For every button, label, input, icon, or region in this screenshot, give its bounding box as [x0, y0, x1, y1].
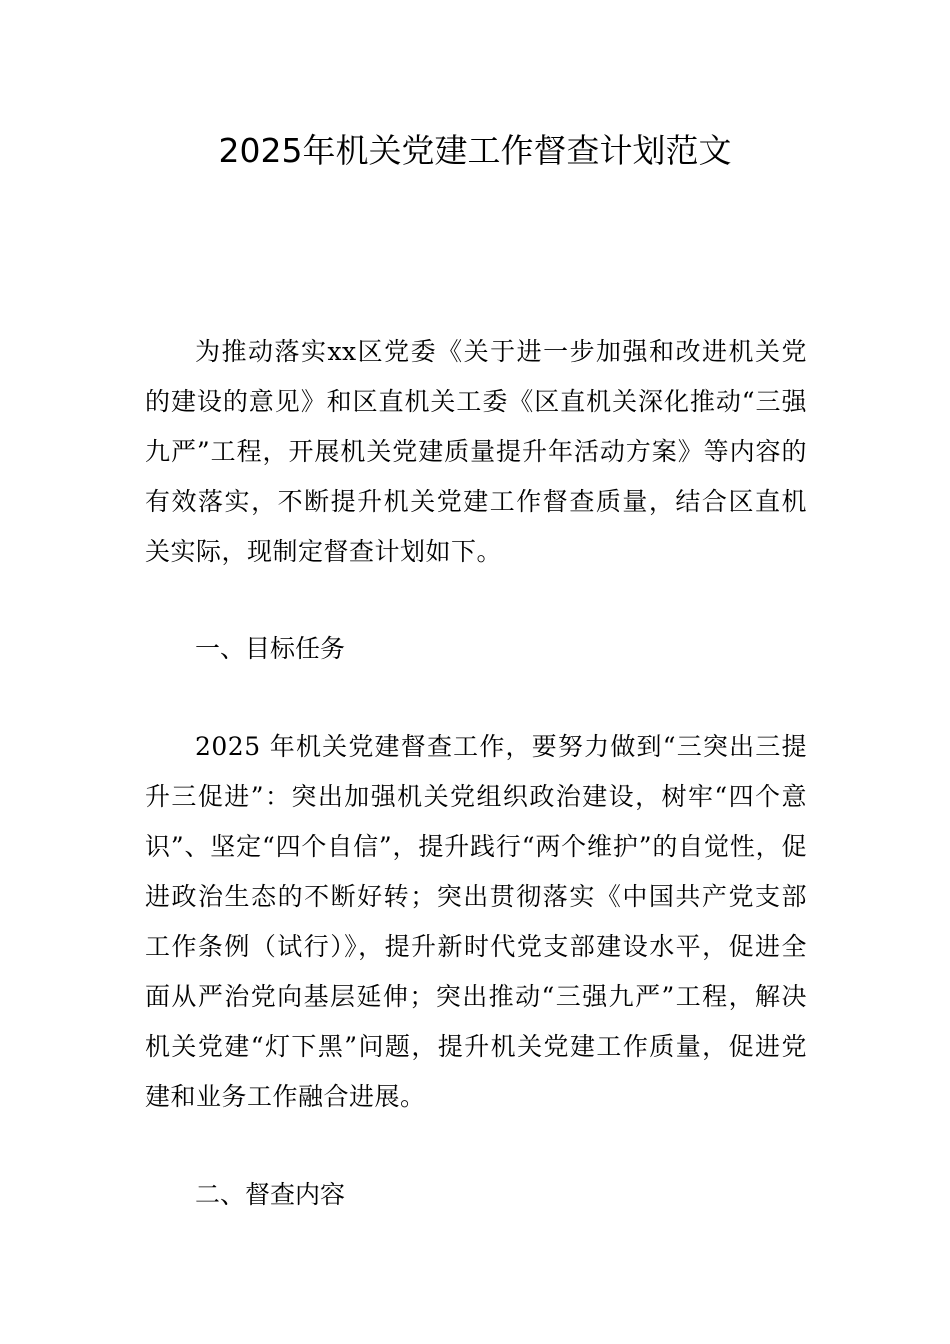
goals-paragraph: 2025 年机关党建督查工作，要努力做到“三突出三提升三促进”：突出加强机关党组织政治建设，树牢“四个意识”、坚定“四个自信”，提升践行“两个维护”的自觉性，促进政治生态的不断好转；突出贯彻落实《中国共产党支部工作条例（试行）》，提升新时代党支部建设水平，促进全面从严治党向基层延伸；突出推动“三强九严”工程，解决机关党建“灯下黑”问题，提升机关党建工作质量，促进党建和业务工作融合进展。	[145, 732, 807, 1111]
intro-paragraph: 为推动落实xx区党委《关于进一步加强和改进机关党的建设的意见》和区直机关工委《区直机关深化推动“三强九严”工程，开展机关党建质量提升年活动方案》等内容的有效落实，不断提升机关党建工作督查质量，结合区直机关实际，现制定督查计划如下。	[145, 337, 807, 566]
section-heading-inspection-content: 二、督查内容	[195, 1180, 346, 1209]
document-title: 2025年机关党建工作督查计划范文	[218, 131, 732, 170]
section-heading-goals: 一、目标任务	[195, 634, 346, 663]
